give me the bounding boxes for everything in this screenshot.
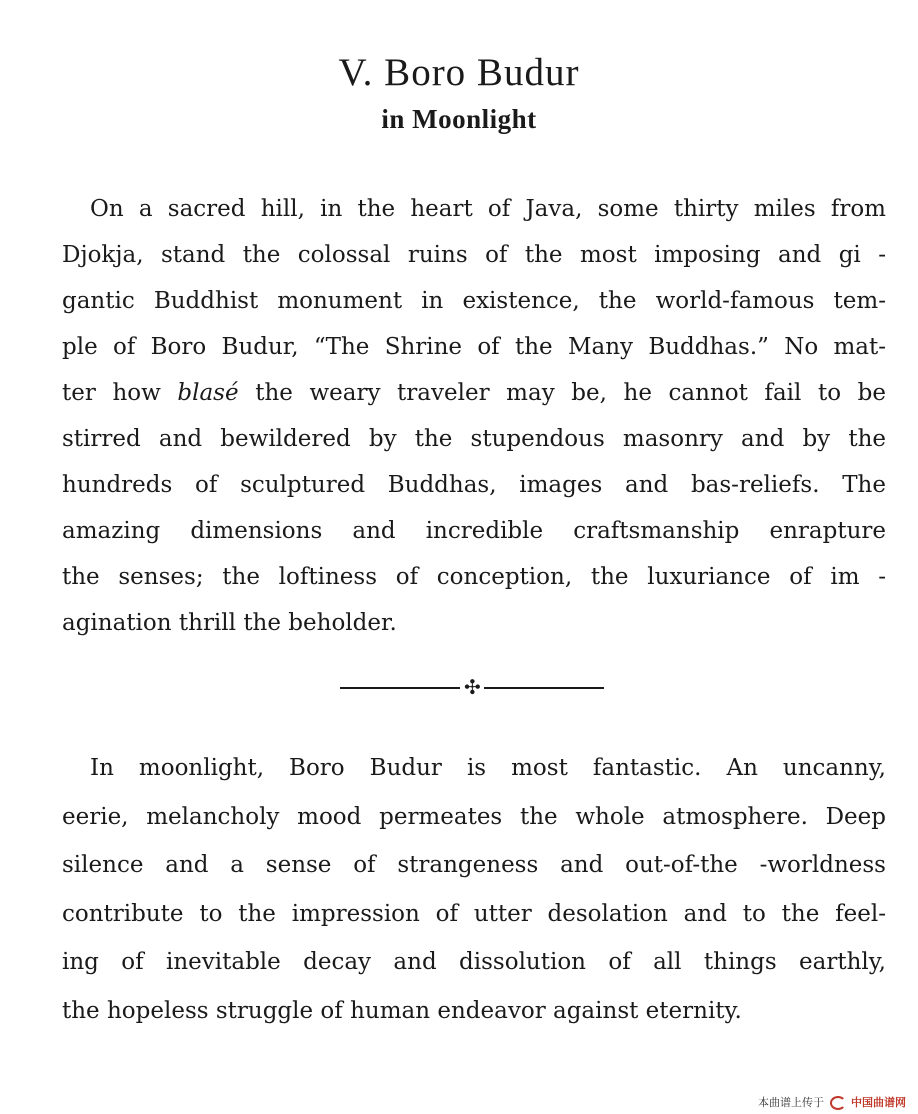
text-line: In moonlight, Boro Budur is most fantastic. An uncanny, [90,755,886,781]
text-line: contribute to the impression of utter desolation and to the feel- [62,900,886,927]
text-line: the hopeless struggle of human endeavor against eternity. [62,997,742,1024]
text-line: stirred and bewildered by the stupendous masonry and by the [62,426,886,452]
section-divider [340,675,604,699]
page-title: V. Boro Budur [338,51,580,94]
source-watermark [758,1094,906,1110]
text-line: ing of inevitable decay and dissolution of all things earthly, [62,949,886,976]
text-line: eerie, melancholy mood permeates the whole atmosphere. Deep [62,803,886,830]
text-fragment: the weary traveler may be, he cannot fail to be [238,380,886,406]
text-line: agination thrill the beholder. [62,610,397,636]
text-line [62,370,886,416]
page-subtitle: in Moonlight [381,104,537,134]
text-line: silence and a sense of strangeness and out-of-the -worldness [62,852,886,879]
text-line: Djokja, stand the colossal ruins of the most imposing and gi - [62,242,886,268]
divider-rule-left [340,687,460,689]
upload-text: 本曲谱上传于 [758,1096,824,1109]
text-line: amazing dimensions and incredible craftsmanship enrapture [62,518,886,544]
paragraph-moonlight [62,744,886,1036]
text-line: the senses; the loftiness of conception, the luxuriance of im - [62,564,886,590]
divider-rule-right [484,687,604,689]
text-fragment: ter how [62,380,178,406]
paragraph-intro [62,186,886,646]
italic-word: blasé [177,380,239,406]
site-name: 中国曲谱网 [851,1096,906,1109]
text-line: ple of Boro Budur, “The Shrine of the Many Buddhas.” No mat- [62,334,886,360]
text-line: On a sacred hill, in the heart of Java, some thirty miles from [90,196,886,222]
text-line: gantic Buddhist monument in existence, the world-famous tem- [62,288,886,314]
site-logo-icon [830,1096,846,1110]
ornament-icon: ✣ [464,675,481,699]
text-line: hundreds of sculptured Buddhas, images and bas-reliefs. The [62,472,886,498]
